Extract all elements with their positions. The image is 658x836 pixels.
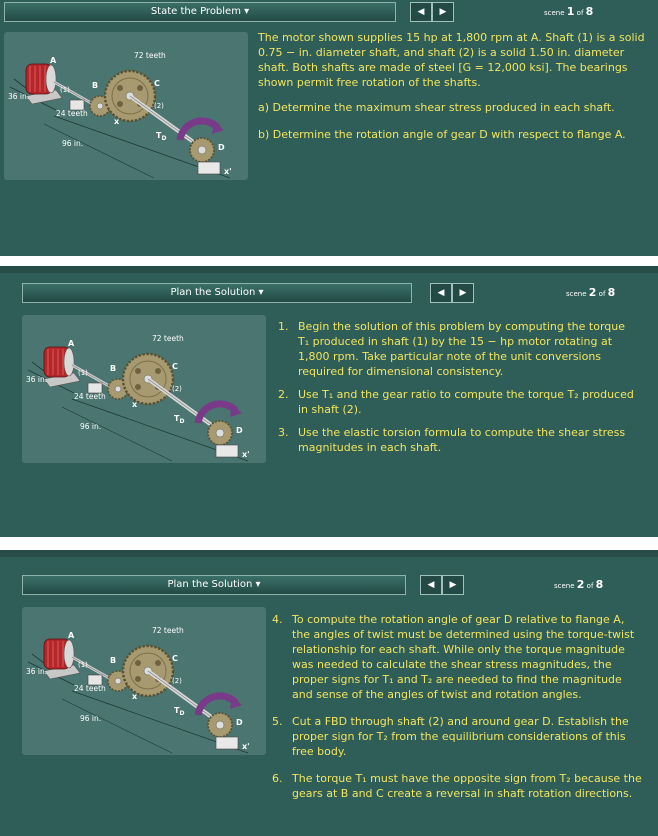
dropdown-label: Plan the Solution xyxy=(167,579,253,590)
plan-step: 1. Begin the solution of this problem by computing the torque T₁ produced in shaft (1) by the 15 − hp motor rotating at 1,800 rpm. Take particular note of the unit conversions required for dimensional consistency. xyxy=(278,320,626,378)
scene-nav xyxy=(430,283,474,303)
label-shaft-2: (2) xyxy=(172,385,182,393)
chevron-down-icon: ▾ xyxy=(258,287,264,298)
chevron-down-icon: ▾ xyxy=(255,579,261,590)
label-x: x xyxy=(114,117,120,126)
gear-shaft-diagram xyxy=(22,315,266,463)
motor-icon xyxy=(44,347,74,377)
scene-nav xyxy=(410,2,454,22)
label-shaft-1: (1) xyxy=(60,86,70,94)
next-scene-button[interactable] xyxy=(442,575,464,595)
prev-scene-button[interactable] xyxy=(420,575,442,595)
label-c: C xyxy=(172,654,178,663)
label-x: x xyxy=(132,400,138,409)
part-b: b) Determine the rotation angle of gear D with respect to flange A. xyxy=(258,128,626,141)
panel-state-problem xyxy=(0,0,658,256)
plan-step: 4. To compute the rotation angle of gear D relative to flange A, the angles of twist must be determined using the torque-twist relationship for each shaft. While only the torque magnitude was needed to calculate the shear stress magnitudes, the proper signs for T₁ and T₂ are needed to find the magnitude and sense of the angles of twist and rotation angles. xyxy=(272,613,635,701)
label-x: x xyxy=(132,692,138,701)
plan-step: 2. Use T₁ and the gear ratio to compute the torque T₂ produced in shaft (2). xyxy=(278,388,634,416)
arrow-right-icon: ▶ xyxy=(459,288,467,298)
label-36-in: 36 in. xyxy=(26,667,48,676)
label-96-in: 96 in. xyxy=(80,714,102,723)
label-d: D xyxy=(218,143,225,152)
plan-steps-2 xyxy=(272,612,642,809)
label-b: B xyxy=(92,81,99,90)
label-36-in: 36 in. xyxy=(8,92,30,101)
plan-step: 5. Cut a FBD through shaft (2) and around gear D. Establish the proper sign for T₂ from the equilibrium considerations of this free body. xyxy=(272,715,629,758)
plan-solution-dropdown[interactable] xyxy=(22,283,412,303)
gear-shaft-diagram xyxy=(22,607,266,755)
label-72-teeth: 72 teeth xyxy=(152,334,184,343)
figure-panel-1 xyxy=(4,32,248,180)
label-24-teeth: 24 teeth xyxy=(56,109,88,118)
panel-separator xyxy=(0,550,658,557)
next-scene-button[interactable] xyxy=(432,2,454,22)
label-d: D xyxy=(236,426,243,435)
label-c: C xyxy=(172,362,178,371)
label-a: A xyxy=(68,631,75,640)
gear-d-icon xyxy=(208,713,232,737)
prev-scene-button[interactable] xyxy=(430,283,452,303)
arrow-left-icon: ◀ xyxy=(417,7,425,17)
plan-steps-1 xyxy=(278,319,638,463)
label-torque: $T_D$ xyxy=(156,131,167,142)
label-96-in: 96 in. xyxy=(80,422,102,431)
label-b: B xyxy=(110,364,117,373)
label-72-teeth: 72 teeth xyxy=(134,51,166,60)
scene-counter: scene 2 of 8 xyxy=(566,286,616,299)
plan-step: 3. Use the elastic torsion formula to compute the shear stress magnitudes in each shaft. xyxy=(278,426,626,454)
panel-plan-solution-2 xyxy=(0,557,658,836)
label-shaft-2: (2) xyxy=(154,102,164,110)
label-shaft-1: (1) xyxy=(78,369,88,377)
label-96-in: 96 in. xyxy=(62,139,84,148)
label-24-teeth: 24 teeth xyxy=(74,392,106,401)
scene-counter: scene 2 of 8 xyxy=(554,578,604,591)
chevron-down-icon: ▾ xyxy=(244,6,250,17)
state-problem-dropdown[interactable] xyxy=(4,2,396,22)
label-d: D xyxy=(236,718,243,727)
label-b: B xyxy=(110,656,117,665)
label-36-in: 36 in. xyxy=(26,375,48,384)
figure-panel-3 xyxy=(22,607,266,755)
panel-separator xyxy=(0,266,658,273)
arrow-left-icon: ◀ xyxy=(427,580,435,590)
gear-d-icon xyxy=(190,138,214,162)
part-a: a) Determine the maximum shear stress produced in each shaft. xyxy=(258,101,615,114)
problem-text xyxy=(258,30,648,152)
dropdown-label: Plan the Solution xyxy=(170,287,256,298)
figure-panel-2 xyxy=(22,315,266,463)
motor-icon xyxy=(26,64,56,94)
label-torque: $T_D$ xyxy=(174,706,185,717)
motor-icon xyxy=(44,639,74,669)
panel-plan-solution-1 xyxy=(0,273,658,537)
scene-counter: scene 1 of 8 xyxy=(544,5,594,18)
label-c: C xyxy=(154,79,160,88)
dropdown-label: State the Problem xyxy=(150,6,241,17)
problem-paragraph: The motor shown supplies 15 hp at 1,800 rpm at A. Shaft (1) is a solid 0.75 − in. diameter shaft, and shaft (2) is a solid 1.50 in. diameter shaft. Both shafts are made of steel [G = 12,000 ksi]. The bearings shown permit free rotation of the shafts. xyxy=(258,31,645,89)
plan-solution-dropdown[interactable] xyxy=(22,575,406,595)
label-torque: $T_D$ xyxy=(174,414,185,425)
arrow-right-icon: ▶ xyxy=(449,580,457,590)
prev-scene-button[interactable] xyxy=(410,2,432,22)
label-72-teeth: 72 teeth xyxy=(152,626,184,635)
next-scene-button[interactable] xyxy=(452,283,474,303)
label-24-teeth: 24 teeth xyxy=(74,684,106,693)
arrow-right-icon: ▶ xyxy=(439,7,447,17)
arrow-left-icon: ◀ xyxy=(437,288,445,298)
label-x-prime: x' xyxy=(242,450,250,459)
label-a: A xyxy=(68,339,75,348)
label-shaft-2: (2) xyxy=(172,677,182,685)
gear-d-icon xyxy=(208,421,232,445)
plan-step: 6. The torque T₁ must have the opposite sign from T₂ because the gears at B and C create a reversal in shaft rotation directions. xyxy=(272,772,642,800)
scene-nav xyxy=(420,575,464,595)
label-a: A xyxy=(50,56,57,65)
label-shaft-1: (1) xyxy=(78,661,88,669)
label-x-prime: x' xyxy=(224,167,232,176)
label-x-prime: x' xyxy=(242,742,250,751)
gear-shaft-diagram xyxy=(4,32,248,180)
